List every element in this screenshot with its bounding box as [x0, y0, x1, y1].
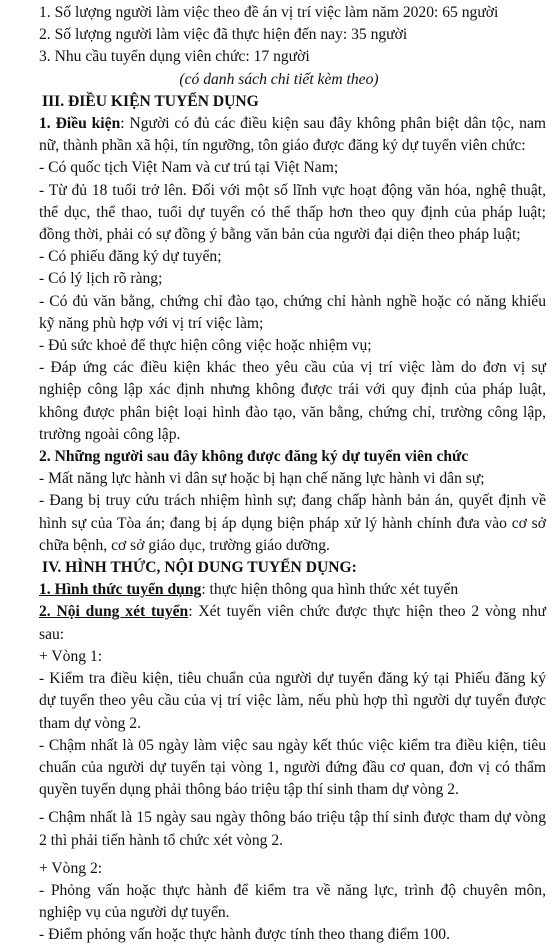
recruitment-form-paragraph	[12, 579, 546, 601]
round-2-item: - Phỏng vấn hoặc thực hành để kiểm tra về năng lực, trình độ chuyên môn, nghiệp vụ của người dự tuyển.	[39, 881, 546, 922]
condition-item: - Từ đủ 18 tuổi trở lên. Đối với một số lĩnh vực hoạt động văn hóa, nghệ thuật, thể dục, thể thao, tuổi dự tuyển có thể thấp hơn theo quy định của pháp luật; đồng thời, phải có sự đồng ý bằng văn bản của người đại diện theo pháp luật;	[39, 181, 546, 244]
condition-item: - Có đủ văn bằng, chứng chỉ đào tạo, chứng chỉ hành nghề hoặc có năng khiếu kỹ năng phù hợp với vị trí việc làm;	[39, 292, 546, 332]
round-1-label: + Vòng 1:	[39, 647, 103, 665]
staff-count-2020: 1. Số lượng người làm việc theo đề án vị trí việc làm năm 2020: 65 người	[39, 4, 499, 21]
conditions-paragraph	[12, 113, 546, 157]
section-4-heading: IV. HÌNH THỨC, NỘI DUNG TUYỂN DỤNG:	[42, 559, 357, 577]
round-1-item: - Kiểm tra điều kiện, tiêu chuẩn của người dự tuyển đăng ký tại Phiếu đăng ký dự tuyển theo yêu cầu của vị trí việc làm, nếu phù hợp thì người dự tuyển được tham dự vòng 2.	[39, 670, 546, 732]
excluded-heading: 2. Những người sau đây không được đăng ký dự tuyển viên chức	[39, 448, 469, 466]
condition-item: - Đáp ứng các điều kiện khác theo yêu cầu của vị trí việc làm do đơn vị sự nghiệp công lập xác định nhưng không được trái với quy định của pháp luật, không được phân biệt loại hình đào tạo, văn bằng, chứng chỉ, trường công lập, trường ngoài công lập.	[39, 359, 546, 443]
recruitment-form-label: 1. Hình thức tuyển dụng	[39, 581, 202, 599]
selection-content-label: 2. Nội dung xét tuyển	[39, 603, 189, 621]
excluded-item: - Mất năng lực hành vi dân sự hoặc bị hạn chế năng lực hành vi dân sự;	[39, 470, 485, 488]
round-1-item: - Chậm nhất là 15 ngày sau ngày thông báo triệu tập thí sinh được tham dự vòng 2 thì phải tiến hành tổ chức xét vòng 2.	[39, 809, 546, 849]
recruitment-need: 3. Nhu cầu tuyển dụng viên chức: 17 người	[39, 48, 310, 66]
condition-item: - Có phiếu đăng ký dự tuyển;	[39, 248, 222, 266]
conditions-label: 1. Điều kiện	[39, 115, 121, 133]
recruitment-form-text: : thực hiện thông qua hình thức xét tuyển	[201, 581, 459, 599]
staff-count-current: 2. Số lượng người làm việc đã thực hiện đến nay: 35 người	[39, 26, 408, 44]
selection-content-paragraph	[12, 601, 546, 645]
round-2-item: - Điểm phỏng vấn hoặc thực hành được tính theo thang điểm 100.	[39, 926, 451, 944]
round-1-item: - Chậm nhất là 05 ngày làm việc sau ngày kết thúc việc kiểm tra điều kiện, tiêu chuẩn của người dự tuyển tại vòng 1, người đứng đầu cơ quan, đơn vị có thẩm quyền tuyển dụng phải thông báo triệu tập thí sinh tham dự vòng 2.	[39, 736, 546, 799]
condition-item: - Đủ sức khoẻ để thực hiện công việc hoặc nhiệm vụ;	[39, 337, 372, 355]
excluded-item: - Đang bị truy cứu trách nhiệm hình sự; đang chấp hành bản án, quyết định về hình sự của Tòa án; đang bị áp dụng biện pháp xử lý hành chính đưa vào cơ sở chữa bệnh, cơ sở giáo dục, trường giáo dưỡng.	[39, 492, 546, 554]
section-3-heading: III. ĐIỀU KIỆN TUYỂN DỤNG	[42, 92, 259, 110]
attached-list-note: (có danh sách chi tiết kèm theo)	[179, 70, 379, 88]
condition-item: - Có lý lịch rõ ràng;	[39, 270, 163, 288]
round-2-label: + Vòng 2:	[39, 859, 103, 877]
condition-item: - Có quốc tịch Việt Nam và cư trú tại Việt Nam;	[39, 159, 339, 177]
selection-content-text: : Xét tuyển viên chức được thực hiện theo 2 vòng như sau:	[39, 603, 546, 643]
conditions-text: : Người có đủ các điều kiện sau đây không phân biệt dân tộc, nam nữ, thành phần xã hội, tín ngưỡng, tôn giáo được đăng ký dự tuyển viên chức:	[39, 115, 547, 155]
